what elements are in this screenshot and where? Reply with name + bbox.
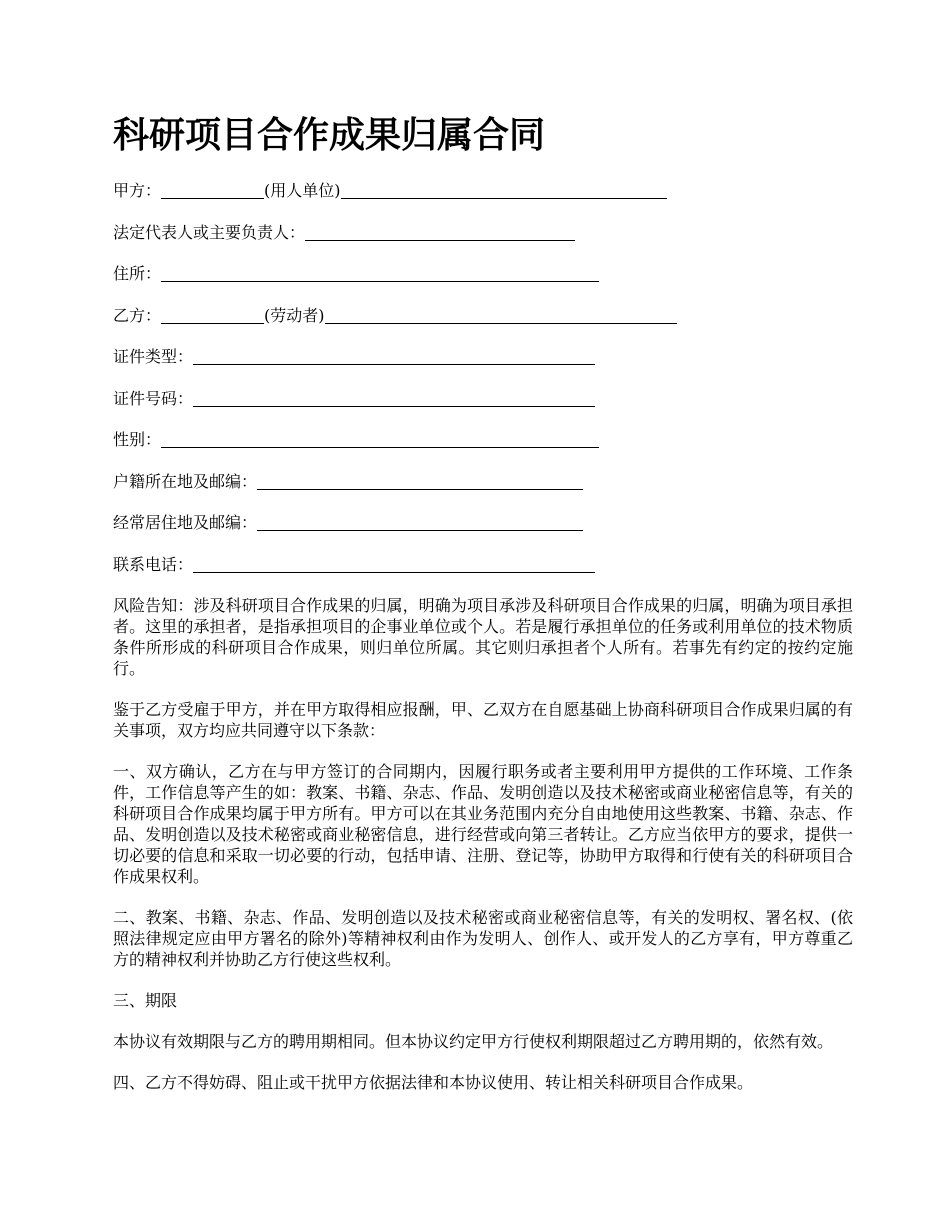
party-a-field [113,180,853,201]
phone-field [113,554,853,575]
phone-blank [193,555,595,573]
clause-4-paragraph: 四、乙方不得妨碍、阻止或干扰甲方依据法律和本协议使用、转让相关科研项目合作成果。 [113,1073,754,1092]
legal-rep-blank [305,223,575,241]
clause-3-paragraph: 本协议有效期限与乙方的聘用期相同。但本协议约定甲方行使权利期限超过乙方聘用期的，依然有效。 [113,1032,834,1051]
party-b-detail-blank [325,306,677,324]
address-field [113,263,853,284]
address-label: 住所： [113,264,162,283]
hukou-field [113,471,853,492]
residence-blank [257,513,583,531]
party-a-name-blank [161,181,264,199]
id-type-blank [193,347,595,365]
document-title: 科研项目合作成果归属合同 [113,115,546,156]
party-b-name-blank [161,306,264,324]
gender-field [113,429,853,450]
phone-label: 联系电话： [113,554,194,574]
clause-1-paragraph: 一、双方确认，乙方在与甲方签订的合同期内，因履行职务或者主要利用甲方提供的工作环境、工作条件，工作信息等产生的如：教案、书籍、杂志、作品、发明创造以及技术秘密或商业秘密信息等，有关的科研项目合作成果均属于甲方所有。甲方可以在其业务范围内充分自由地使用这些教案、书籍、杂志、作品、发明创造以及技术秘密或商业秘密信息，进行经营或向第三者转让。乙方应当依甲方的要求，提供一切必要的信息和采取一切必要的行动，包括申请、注册、登记等，协助甲方取得和行使有关的科研项目合作成果权利。 [113,762,853,886]
residence-field [113,512,853,533]
id-number-blank [193,389,595,407]
legal-rep-field [113,222,853,243]
party-a-label: 甲方： [113,181,162,200]
preamble-paragraph: 鉴于乙方受雇于甲方，并在甲方取得相应报酬，甲、乙双方在自愿基础上协商科研项目合作成果归属的有关事项，双方均应共同遵守以下条款： [113,700,853,740]
clause-2-paragraph: 二、教案、书籍、杂志、作品、发明创造以及技术秘密或商业秘密信息等，有关的发明权、署名权、(依照法律规定应由甲方署名的除外)等精神权利由作为发明人、创作人、或开发人的乙方享有，甲方尊重乙方的精神权利并协助乙方行使这些权利。 [113,908,853,969]
contract-page [113,112,853,1113]
id-number-label: 证件号码： [113,388,194,408]
clause-3-heading: 三、期限 [113,991,178,1010]
party-b-label: 乙方： [113,305,162,325]
id-number-field [113,388,853,409]
hukou-blank [257,472,583,490]
address-blank [161,264,599,282]
hukou-label: 户籍所在地及邮编： [113,471,258,491]
party-b-field [113,305,853,326]
party-a-role: (用人单位) [264,181,341,200]
residence-label: 经常居住地及邮编： [113,513,258,532]
party-a-detail-blank [341,181,667,199]
risk-notice-paragraph: 风险告知：涉及科研项目合作成果的归属，明确为项目承涉及科研项目合作成果的归属，明确为项目承担者。这里的承担者，是指承担项目的企事业单位或个人。若是履行承担单位的任务或利用单位的技术物质条件所形成的科研项目合作成果，则归单位所属。其它则归承担者个人所有。若事先有约定的按约定施行。 [113,596,853,678]
id-type-field [113,346,853,367]
gender-blank [161,430,599,448]
gender-label: 性别： [113,430,162,449]
id-type-label: 证件类型： [113,347,194,366]
party-b-role: (劳动者) [264,305,325,325]
legal-rep-label: 法定代表人或主要负责人： [113,222,306,242]
